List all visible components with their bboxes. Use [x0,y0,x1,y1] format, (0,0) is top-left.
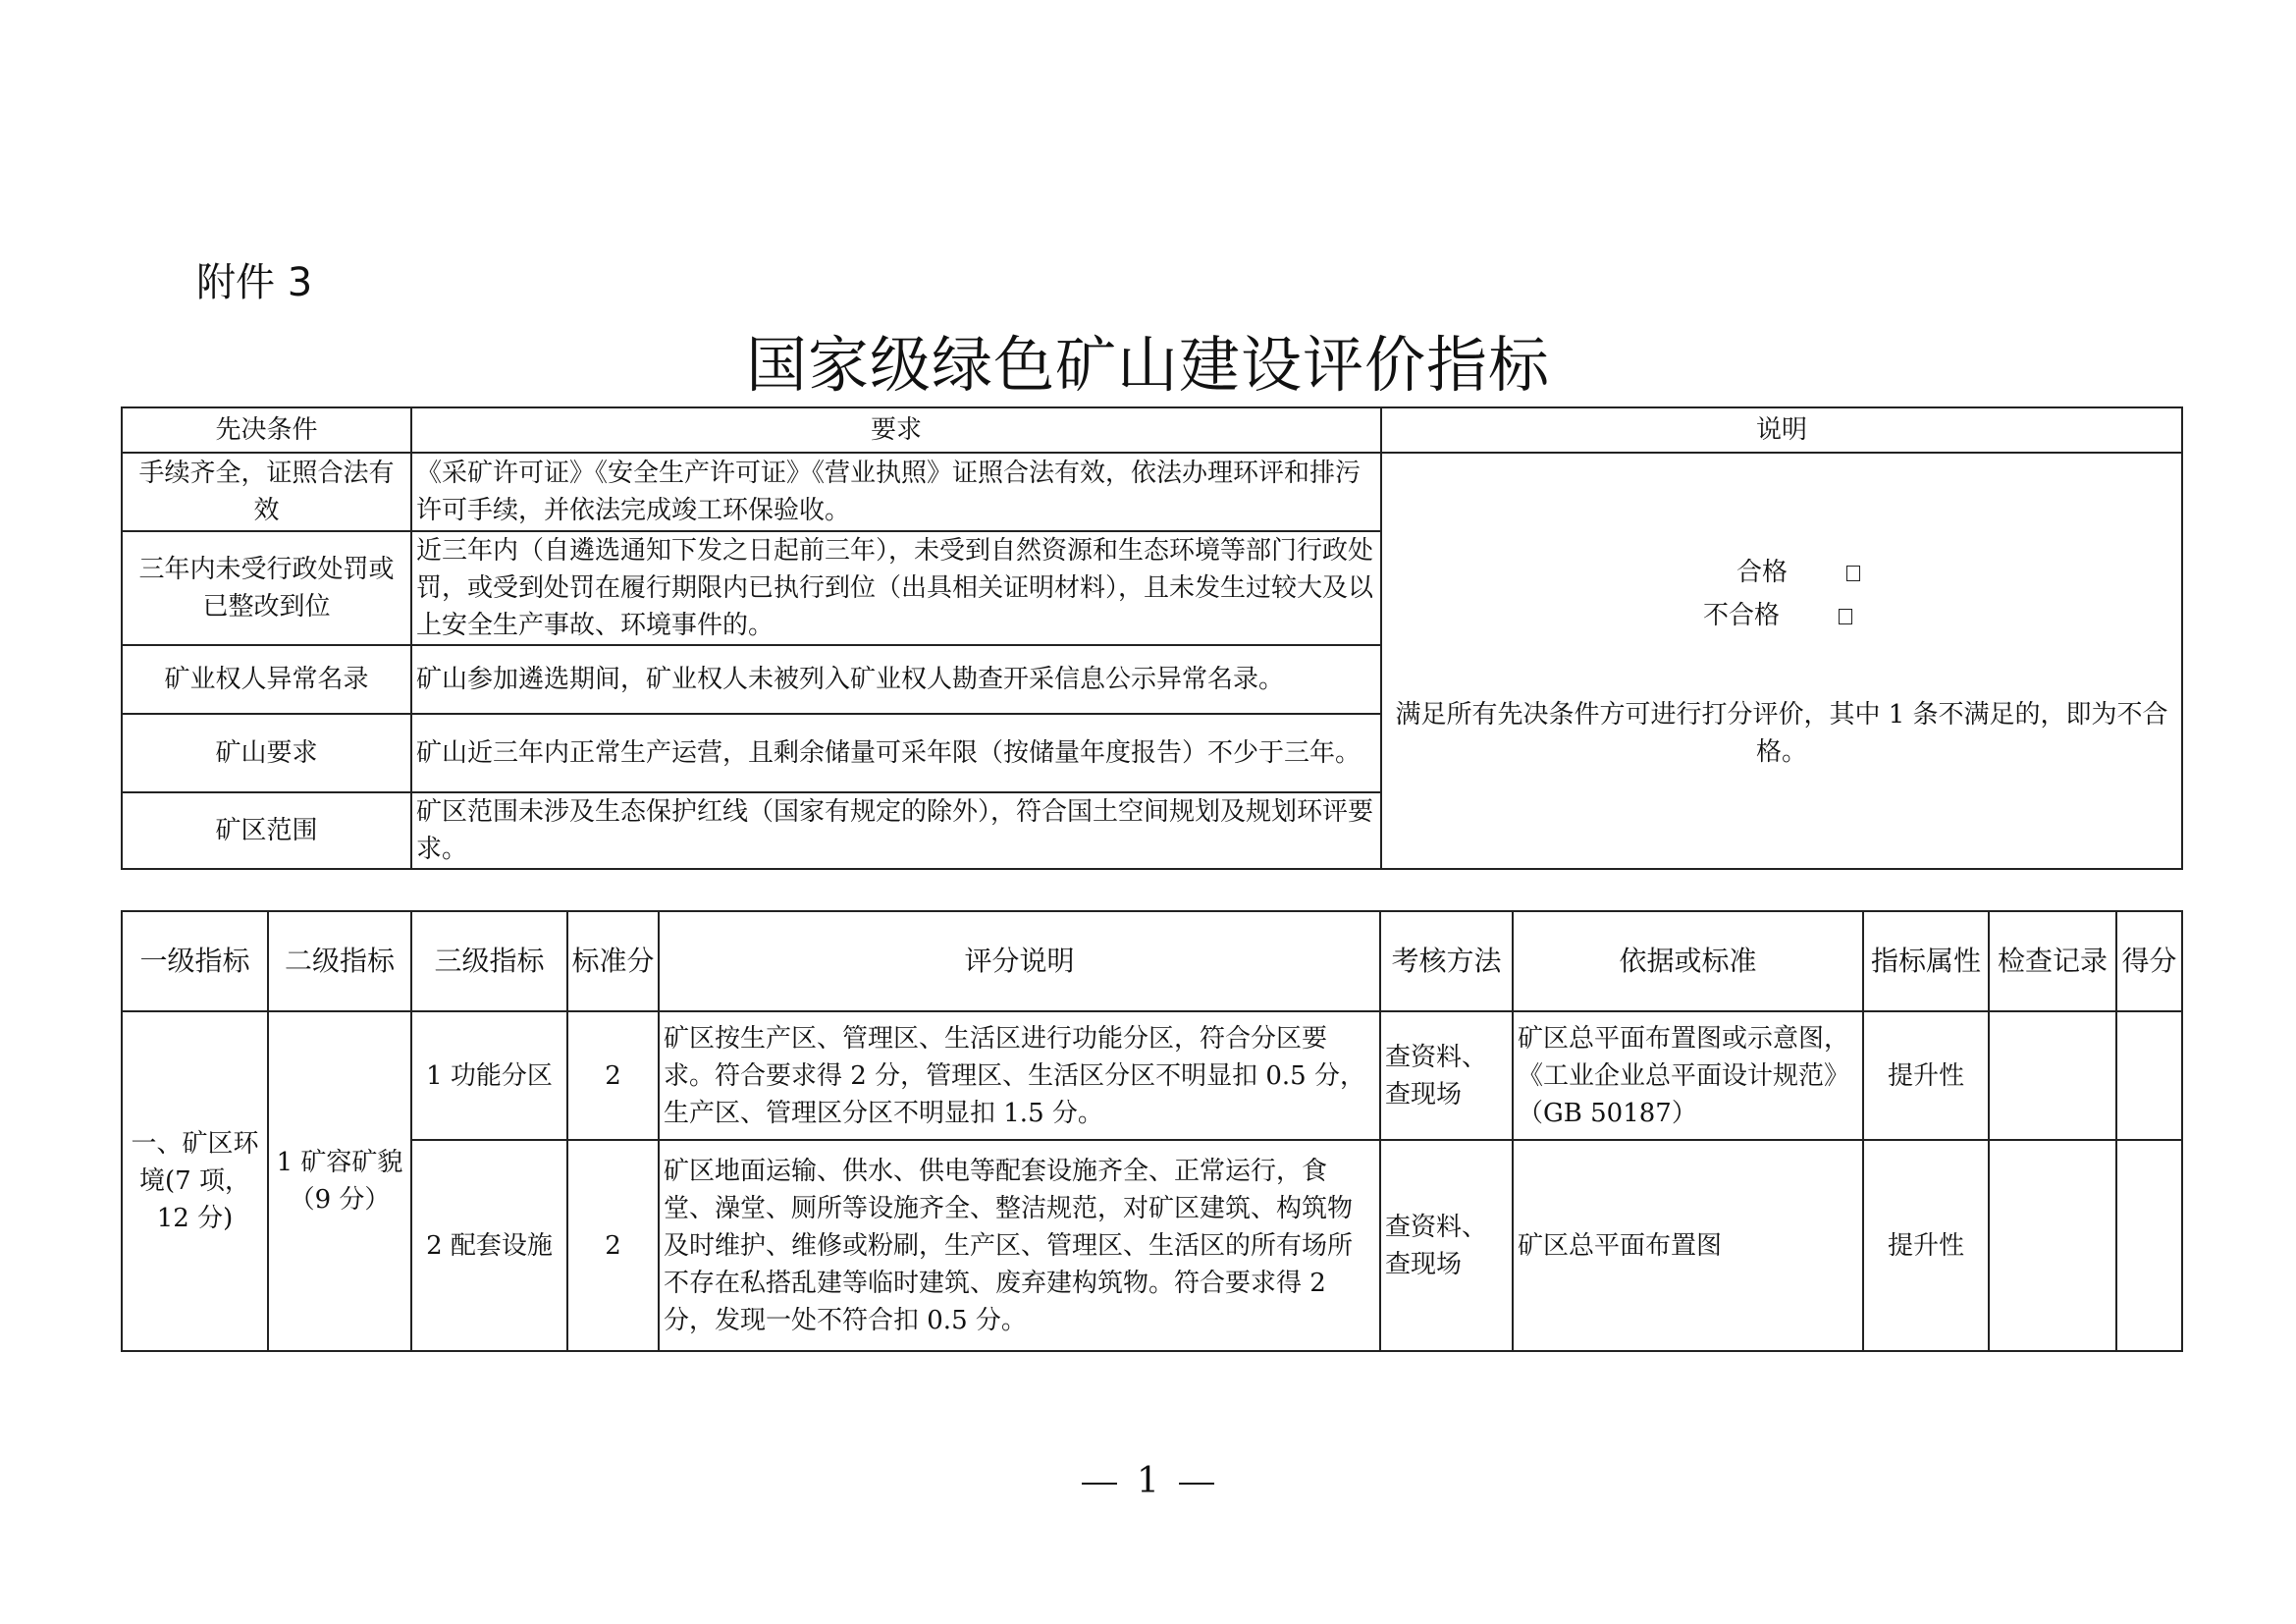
indicators-table [121,910,2183,1352]
condition-cell: 矿业权人异常名录 [122,645,411,714]
header-explanation: 说明 [1381,407,2182,453]
header-requirement: 要求 [411,407,1381,453]
requirement-cell: 近三年内（自遴选通知下发之日起前三年），未受到自然资源和生态环境等部门行政处罚，或受到处罚在履行期限内已执行到位（出具相关证明材料），且未发生过较大及以上安全生产事故、环境事件的。 [411,531,1381,645]
judgement-cell [1381,453,2182,869]
fail-label: 不合格 [1702,601,1780,630]
condition-cell: 矿区范围 [122,792,411,869]
judgement-options [1703,551,1860,637]
pass-label: 合格 [1735,558,1788,587]
method-cell: 查资料、查现场 [1380,1011,1513,1140]
header-level1: 一级指标 [122,911,268,1011]
header-check-record: 检查记录 [1989,911,2116,1011]
condition-cell: 矿山要求 [122,714,411,792]
header-level3: 三级指标 [411,911,567,1011]
table-row [122,1011,2182,1140]
basis-cell: 矿区总平面布置图或示意图，《工业企业总平面设计规范》（GB 50187） [1513,1011,1863,1140]
fail-checkbox[interactable] [1839,609,1852,624]
basis-cell: 矿区总平面布置图 [1513,1140,1863,1351]
header-attribute: 指标属性 [1863,911,1989,1011]
page-title: 国家级绿色矿山建设评价指标 [745,329,1550,401]
check-record-cell[interactable] [1989,1140,2116,1351]
standard-score-cell: 2 [567,1011,659,1140]
level2-cell: 1 矿容矿貌（9 分） [268,1011,411,1351]
header-level2: 二级指标 [268,911,411,1011]
description-cell: 矿区按生产区、管理区、生活区进行功能分区，符合分区要求。符合要求得 2 分，管理区、生活区分区不明显扣 0.5 分，生产区、管理区分区不明显扣 1.5 分。 [659,1011,1380,1140]
table-header-row [122,407,2182,453]
table-row [122,1140,2182,1351]
pass-checkbox[interactable] [1846,566,1860,581]
attribute-cell: 提升性 [1863,1140,1989,1351]
method-cell: 查资料、查现场 [1380,1140,1513,1351]
header-scoring-description: 评分说明 [659,911,1380,1011]
requirement-cell: 矿区范围未涉及生态保护红线（国家有规定的除外），符合国土空间规划及规划环评要求。 [411,792,1381,869]
requirement-cell: 矿山近三年内正常生产运营，且剩余储量可采年限（按储量年度报告）不少于三年。 [411,714,1381,792]
header-condition: 先决条件 [122,407,411,453]
condition-cell: 手续齐全，证照合法有效 [122,453,411,531]
footer-dash-right [1179,1483,1214,1485]
level3-cell: 2 配套设施 [411,1140,567,1351]
header-standard-score: 标准分 [567,911,659,1011]
description-cell: 矿区地面运输、供水、供电等配套设施齐全、正常运行，食堂、澡堂、厕所等设施齐全、整洁规范，对矿区建筑、构筑物及时维护、维修或粉刷，生产区、管理区、生活区的所有场所不存在私搭乱建等临时建筑、废弃建构筑物。符合要求得 2 分，发现一处不符合扣 0.5 分。 [659,1140,1380,1351]
header-assessment-method: 考核方法 [1380,911,1513,1011]
level3-cell: 1 功能分区 [411,1011,567,1140]
check-record-cell[interactable] [1989,1011,2116,1140]
page-number: 1 [1137,1461,1159,1501]
condition-cell: 三年内未受行政处罚或已整改到位 [122,531,411,645]
page-footer [0,1461,2296,1501]
points-cell[interactable] [2116,1140,2182,1351]
points-cell[interactable] [2116,1011,2182,1140]
table-header-row [122,911,2182,1011]
attachment-label: 附件 3 [196,260,313,305]
requirement-cell: 《采矿许可证》《安全生产许可证》《营业执照》证照合法有效，依法办理环评和排污许可手续，并依法完成竣工环保验收。 [411,453,1381,531]
prerequisites-table [121,406,2183,870]
header-basis: 依据或标准 [1513,911,1863,1011]
standard-score-cell: 2 [567,1140,659,1351]
judgement-note: 满足所有先决条件方可进行打分评价，其中 1 条不满足的，即为不合格。 [1395,700,2168,767]
requirement-cell: 矿山参加遴选期间，矿业权人未被列入矿业权人勘查开采信息公示异常名录。 [411,645,1381,714]
fail-option[interactable] [1703,594,1860,637]
header-points: 得分 [2116,911,2182,1011]
footer-dash-left [1082,1483,1117,1485]
level1-cell: 一、矿区环境(7 项，12 分) [122,1011,268,1351]
table-row [122,453,2182,531]
attribute-cell: 提升性 [1863,1011,1989,1140]
pass-option[interactable] [1703,551,1860,594]
